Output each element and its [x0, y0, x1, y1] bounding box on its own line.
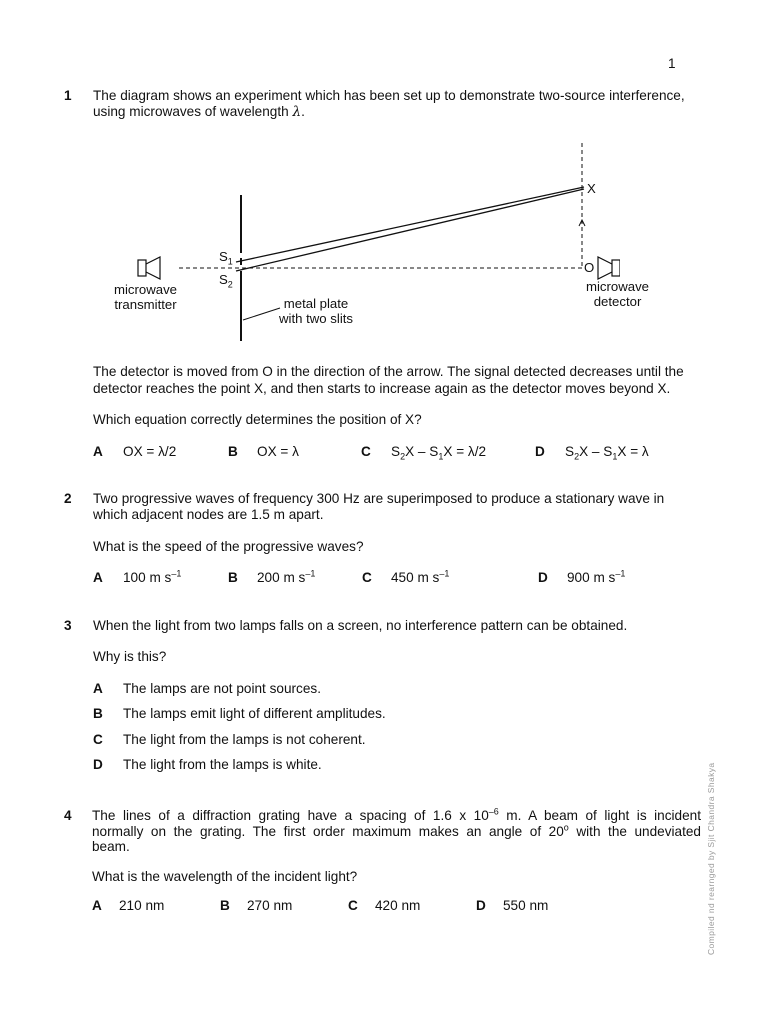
q1-question: Which equation correctly determines the position of X? [93, 412, 422, 427]
transmitter-label: microwave transmitter [114, 282, 178, 312]
q2-option-a-text[interactable]: 100 m $s^{-1}$ [123, 568, 182, 585]
q4-line1: The lines of a diffraction grating have a spacing of 1.6 x $10^{-6}$ m. A beam of light is incident [92, 806, 701, 823]
microwave-transmitter-icon [138, 257, 160, 279]
q2-stem-line1: Two progressive waves of frequency 300 Hz are superimposed to produce a stationary wave in [93, 491, 665, 506]
q1-para1-line2: detector reaches the point X, and then starts to increase again as the detector moves beyond X. [93, 381, 671, 396]
ray-s2-to-x [236, 189, 584, 271]
microwave-detector-icon [598, 257, 620, 279]
q1-number: 1 [64, 88, 72, 103]
q1-stem-line2 [93, 104, 305, 120]
point-o-label: O [584, 260, 595, 275]
q1-option-a-letter[interactable]: A [93, 444, 103, 459]
q1-option-b-letter[interactable]: B [228, 444, 238, 459]
q1-option-c-text[interactable]: $S_2X - S_1X = \lambda/2$ [391, 444, 487, 462]
q2-option-a-letter[interactable]: A [93, 570, 103, 585]
q1-option-c-letter[interactable]: C [361, 444, 371, 459]
q3-stem: When the light from two lamps falls on a screen, no interference pattern can be obtained. [93, 618, 628, 633]
metal-plate-leader-line [243, 308, 280, 320]
q4-option-b-letter[interactable]: B [220, 898, 230, 913]
interference-diagram-svg [100, 140, 620, 350]
q1-para1-line1: The detector is moved from O in the direction of the arrow. The signal detected decreases until the [93, 364, 684, 379]
q2-option-c-text[interactable]: 450 m $s^{-1}$ [391, 568, 450, 585]
lambda-symbol: λ [292, 104, 302, 120]
q4-option-c-letter[interactable]: C [348, 898, 358, 913]
q3-option-d-letter[interactable]: D [93, 757, 103, 772]
q3-option-a-text[interactable]: The lamps are not point sources. [123, 681, 321, 696]
q1-option-d-letter[interactable]: D [535, 444, 545, 459]
q1-option-b-text[interactable]: OX = λ [257, 444, 299, 459]
q3-option-c-letter[interactable]: C [93, 732, 103, 747]
compiler-watermark: Compiled nd rearnged by Sjit Chandra Shakya [706, 762, 716, 955]
q3-question: Why is this? [93, 649, 167, 664]
q4-number: 4 [64, 808, 72, 823]
detector-label: microwave detector [586, 279, 650, 309]
q4-option-a-letter[interactable]: A [92, 898, 102, 913]
q2-option-d-text[interactable]: 900 m $s^{-1}$ [567, 568, 626, 585]
q2-option-d-letter[interactable]: D [538, 570, 548, 585]
q1-option-d-text[interactable]: $S_2X - S_1X = \lambda$ [565, 444, 649, 462]
q3-option-a-letter[interactable]: A [93, 681, 103, 696]
q1-stem-line1: The diagram shows an experiment which has been set up to demonstrate two-source interference, [93, 88, 685, 103]
q1-stem-line2-post: . [301, 104, 305, 119]
q3-option-d-text[interactable]: The light from the lamps is white. [123, 757, 322, 772]
page-number: 1 [668, 56, 676, 71]
q2-number: 2 [64, 491, 72, 506]
q4-line3: beam. [92, 839, 130, 854]
q4-line2: normally on the grating. The first order maximum makes an angle of 20$^o$ with the undeviated [92, 822, 701, 839]
q3-option-c-text[interactable]: The light from the lamps is not coherent. [123, 732, 366, 747]
q4-option-a-text[interactable]: 210 nm [119, 898, 165, 913]
q2-stem-line2: which adjacent nodes are 1.5 m apart. [93, 507, 324, 522]
q2-option-b-letter[interactable]: B [228, 570, 238, 585]
q1-option-a-text[interactable]: OX = λ/2 [123, 444, 177, 459]
q2-question: What is the speed of the progressive waves? [93, 539, 364, 554]
q4-option-c-text[interactable]: 420 nm [375, 898, 421, 913]
q3-option-b-text[interactable]: The lamps emit light of different amplitudes. [123, 706, 386, 721]
interference-diagram [100, 140, 650, 350]
metal-plate-label: metal plate with two slits [279, 296, 354, 326]
q2-option-c-letter[interactable]: C [362, 570, 372, 585]
q1-stem-line2-pre: using microwaves of wavelength [93, 104, 293, 119]
ray-s1-to-x [236, 187, 584, 262]
slit-s2-label: $S_2$ [219, 272, 233, 290]
q4-option-d-letter[interactable]: D [476, 898, 486, 913]
point-x-label: X [587, 181, 596, 196]
q4-question: What is the wavelength of the incident light? [92, 869, 358, 884]
q4-option-b-text[interactable]: 270 nm [247, 898, 293, 913]
q3-option-b-letter[interactable]: B [93, 706, 103, 721]
slit-s1-label: $S_1$ [219, 249, 233, 267]
q4-option-d-text[interactable]: 550 nm [503, 898, 549, 913]
q3-number: 3 [64, 618, 72, 633]
q2-option-b-text[interactable]: 200 m $s^{-1}$ [257, 568, 316, 585]
